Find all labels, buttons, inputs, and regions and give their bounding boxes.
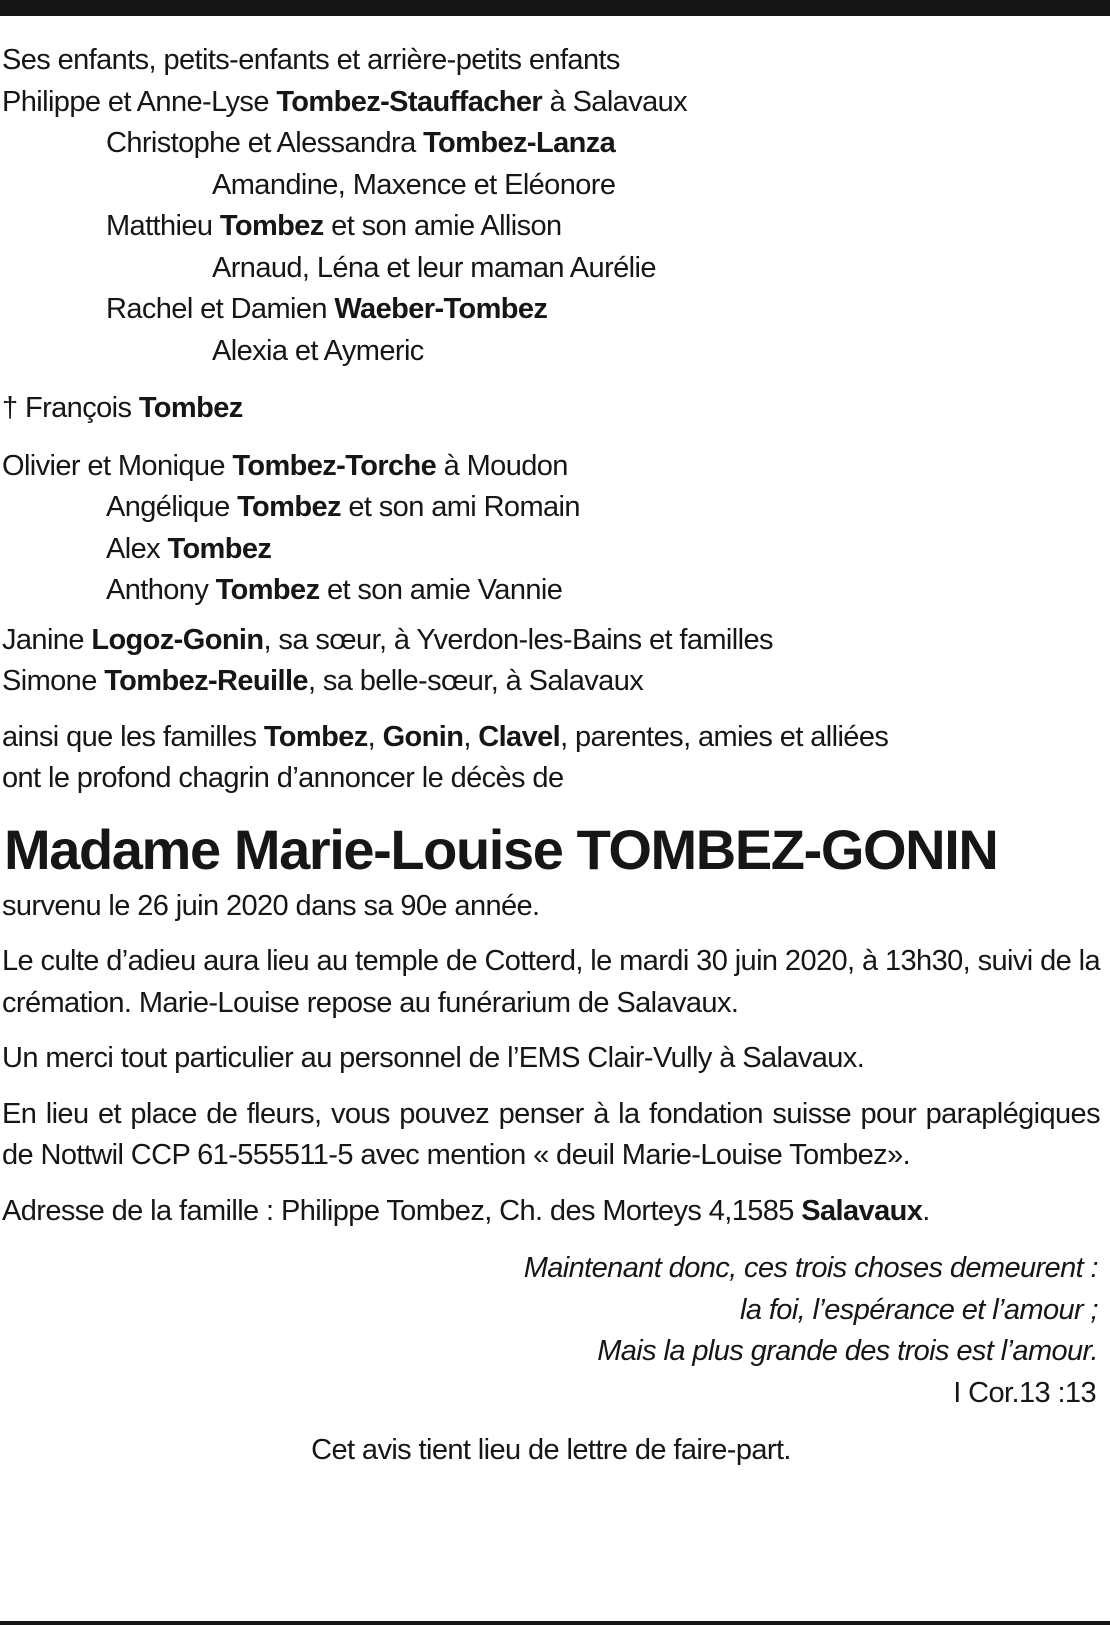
top-rule (0, 0, 1110, 16)
death-info: survenu le 26 juin 2020 dans sa 90e année. (2, 889, 540, 922)
obituary-notice (2, 40, 1100, 1472)
quote-reference: I Cor.13 :13 (953, 1376, 1096, 1409)
bible-quote (2, 1248, 1100, 1414)
bottom-rule (0, 1621, 1110, 1625)
ceremony-paragraph: Le culte d’adieu aura lieu au temple de Cotterd, le mardi 30 juin 2020, à 13h30, suivi de la crémation. Marie-Louise repose au funérarium de Salavaux. (2, 945, 1100, 1019)
deceased-name: Madame Marie-Louise TOMBEZ-GONIN (4, 817, 998, 881)
family-line-christophe: Christophe et Alessandra Tombez-Lanza (106, 127, 616, 159)
closing-note: Cet avis tient lieu de lettre de faire-part. (311, 1434, 791, 1466)
families-line: ainsi que les familles Tombez, Gonin, Clavel, parentes, amies et alliées (2, 720, 889, 753)
grandchildren-line: Arnaud, Léna et leur maman Aurélie (212, 251, 656, 284)
family-line-rachel: Rachel et Damien Waeber-Tombez (106, 293, 548, 325)
donation-paragraph: En lieu et place de fleurs, vous pouvez penser à la fondation suisse pour paraplégiques de Nottwil CCP 61-555511-5 avec mention « deuil Marie-Louise Tombez». (2, 1097, 1100, 1171)
family-line-alex: Alex Tombez (106, 532, 272, 565)
family-line-francois: † François Tombez (2, 392, 243, 424)
family-line-matthieu: Matthieu Tombez et son amie Allison (106, 210, 562, 242)
grandchildren-line: Alexia et Aymeric (212, 334, 424, 367)
family-intro: Ses enfants, petits-enfants et arrière-petits enfants (2, 44, 620, 76)
relative-line-janine: Janine Logoz-Gonin, sa sœur, à Yverdon-les-Bains et familles (2, 623, 773, 656)
relative-line-simone: Simone Tombez-Reuille, sa belle-sœur, à Salavaux (2, 665, 644, 697)
family-line-olivier: Olivier et Monique Tombez-Torche à Moudon (2, 449, 568, 482)
quote-line: la foi, l’espérance et l’amour ; (740, 1293, 1098, 1326)
family-line-angelique: Angélique Tombez et son ami Romain (106, 491, 580, 523)
quote-line: Maintenant donc, ces trois choses demeurent : (523, 1252, 1098, 1284)
family-line-anthony: Anthony Tombez et son amie Vannie (106, 574, 563, 606)
quote-line: Mais la plus grande des trois est l’amour. (597, 1335, 1098, 1367)
announcement-line: ont le profond chagrin d’annoncer le décès de (2, 762, 564, 794)
thanks-paragraph: Un merci tout particulier au personnel de l’EMS Clair-Vully à Salavaux. (2, 1042, 865, 1074)
family-line-philippe: Philippe et Anne-Lyse Tombez-Stauffacher à Salavaux (2, 85, 688, 118)
grandchildren-line: Amandine, Maxence et Eléonore (212, 168, 616, 201)
family-address: Adresse de la famille : Philippe Tombez, Ch. des Morteys 4,1585 Salavaux. (2, 1194, 930, 1227)
